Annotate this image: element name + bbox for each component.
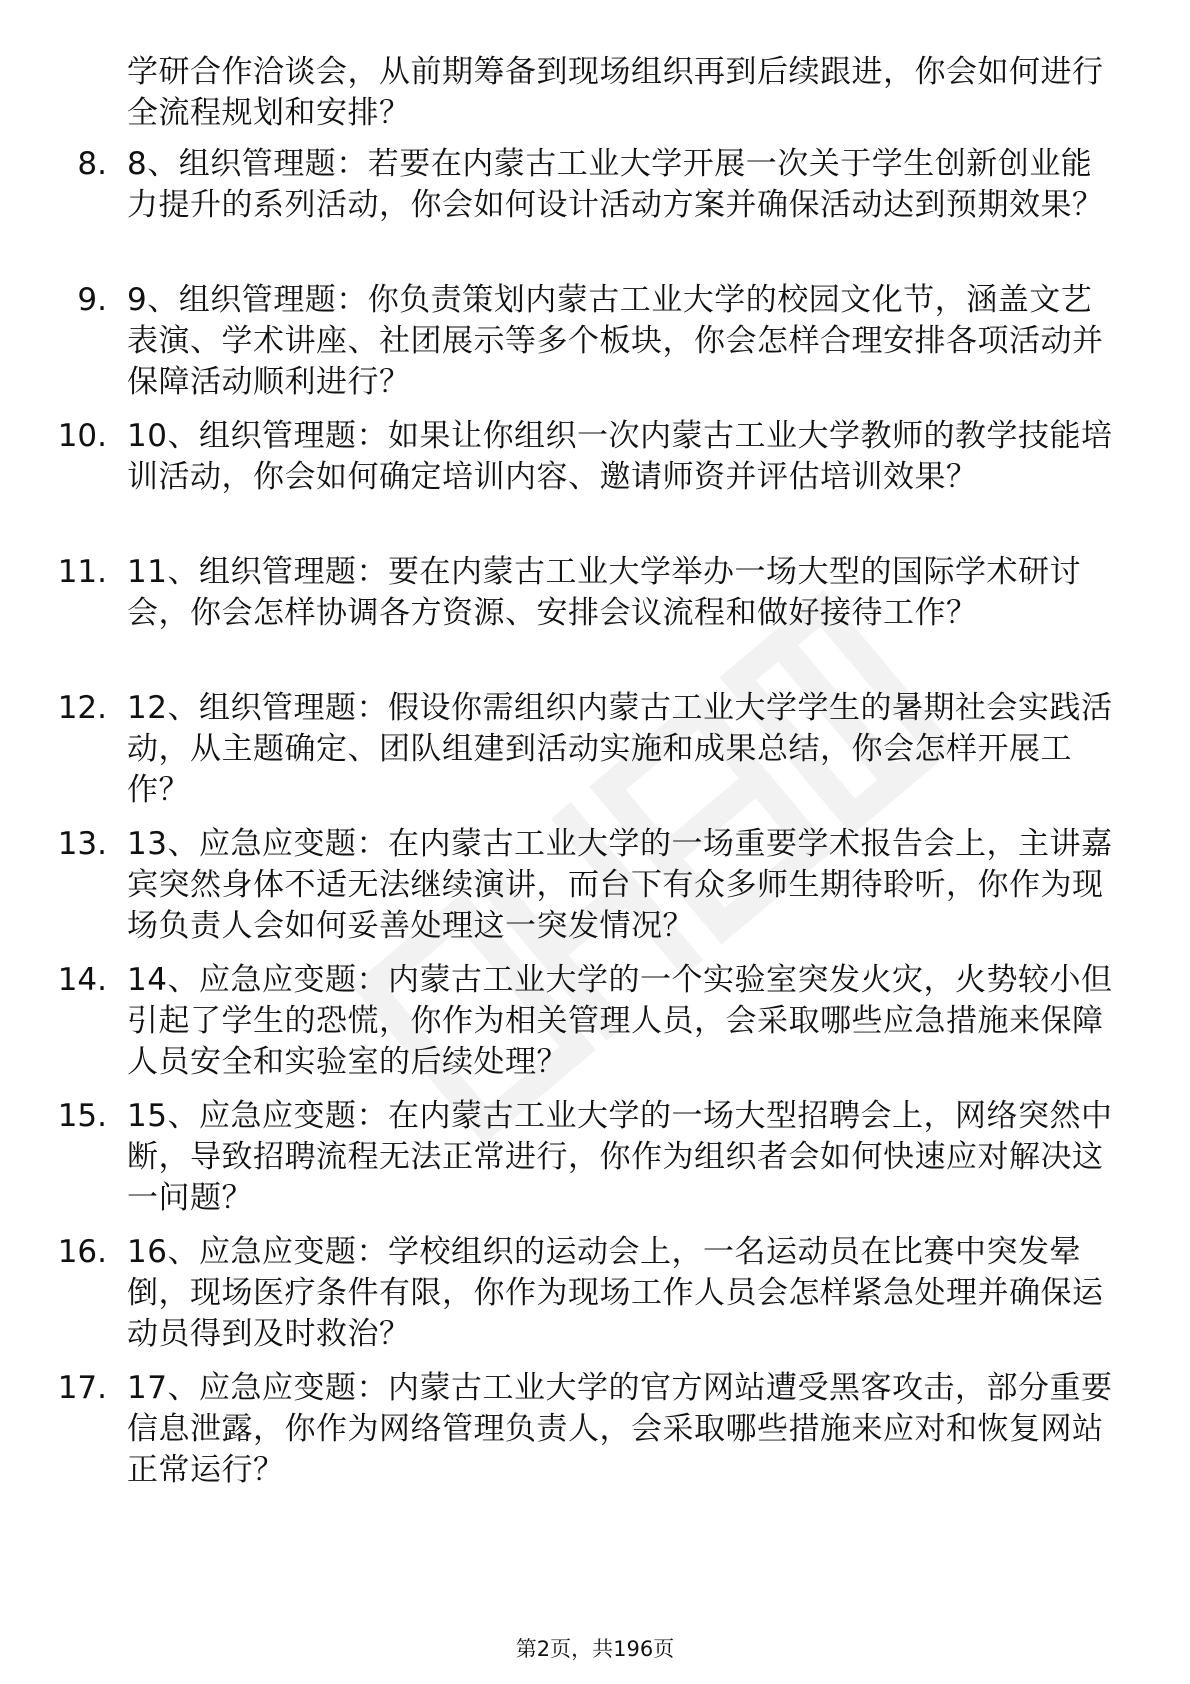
page-footer: 第2页，共196页	[515, 1637, 675, 1661]
question-number: 8.	[77, 146, 107, 182]
question-number: 12.	[57, 690, 107, 726]
question-number: 10.	[57, 418, 107, 454]
question-text: 13、应急应变题：在内蒙古工业大学的一场重要学术报告会上，主讲嘉宾突然身体不适无法继续演讲，而台下有众多师生期待聆听，你作为现场负责人会如何妥善处理这一突发情况？	[127, 826, 1113, 944]
question-number: 16.	[57, 1234, 107, 1270]
question-text: 8、组织管理题：若要在内蒙古工业大学开展一次关于学生创新创业能力提升的系列活动，你会如何设计活动方案并确保活动达到预期效果？	[127, 146, 1104, 223]
question-number: 9.	[77, 282, 107, 318]
question-number: 11.	[57, 554, 107, 590]
question-text: 15、应急应变题：在内蒙古工业大学的一场大型招聘会上，网络突然中断，导致招聘流程无法正常进行，你作为组织者会如何快速应对解决这一问题？	[127, 1098, 1113, 1216]
question-number: 14.	[57, 962, 107, 998]
question-text: 17、应急应变题：内蒙古工业大学的官方网站遭受黑客攻击，部分重要信息泄露，你作为网络管理负责人，会采取哪些措施来应对和恢复网站正常运行？	[127, 1370, 1113, 1488]
question-number: 17.	[57, 1370, 107, 1406]
question-text: 9、组织管理题：你负责策划内蒙古工业大学的校园文化节，涵盖文艺表演、学术讲座、社团展示等多个板块，你会怎样合理安排各项活动并保障活动顺利进行？	[127, 282, 1104, 400]
question-text: 10、组织管理题：如果让你组织一次内蒙古工业大学教师的教学技能培训活动，你会如何确定培训内容、邀请师资并评估培训效果？	[127, 418, 1113, 495]
question-text: 14、应急应变题：内蒙古工业大学的一个实验室突发火灾，火势较小但引起了学生的恐慌，你作为相关管理人员，会采取哪些应急措施来保障人员安全和实验室的后续处理？	[127, 962, 1113, 1080]
question-number: 15.	[57, 1098, 107, 1134]
question-text: 16、应急应变题：学校组织的运动会上，一名运动员在比赛中突发晕倒，现场医疗条件有限，你作为现场工作人员会怎样紧急处理并确保运动员得到及时救治？	[127, 1234, 1104, 1352]
question-number: 13.	[57, 826, 107, 862]
continuation-paragraph: 学研合作洽谈会，从前期筹备到现场组织再到后续跟进，你会如何进行全流程规划和安排？	[127, 54, 1104, 131]
question-text: 12、组织管理题：假设你需组织内蒙古工业大学学生的暑期社会实践活动，从主题确定、团队组建到活动实施和成果总结，你会怎样开展工作？	[127, 690, 1113, 808]
question-text: 11、组织管理题：要在内蒙古工业大学举办一场大型的国际学术研讨会，你会怎样协调各方资源、安排会议流程和做好接待工作？	[127, 554, 1081, 631]
